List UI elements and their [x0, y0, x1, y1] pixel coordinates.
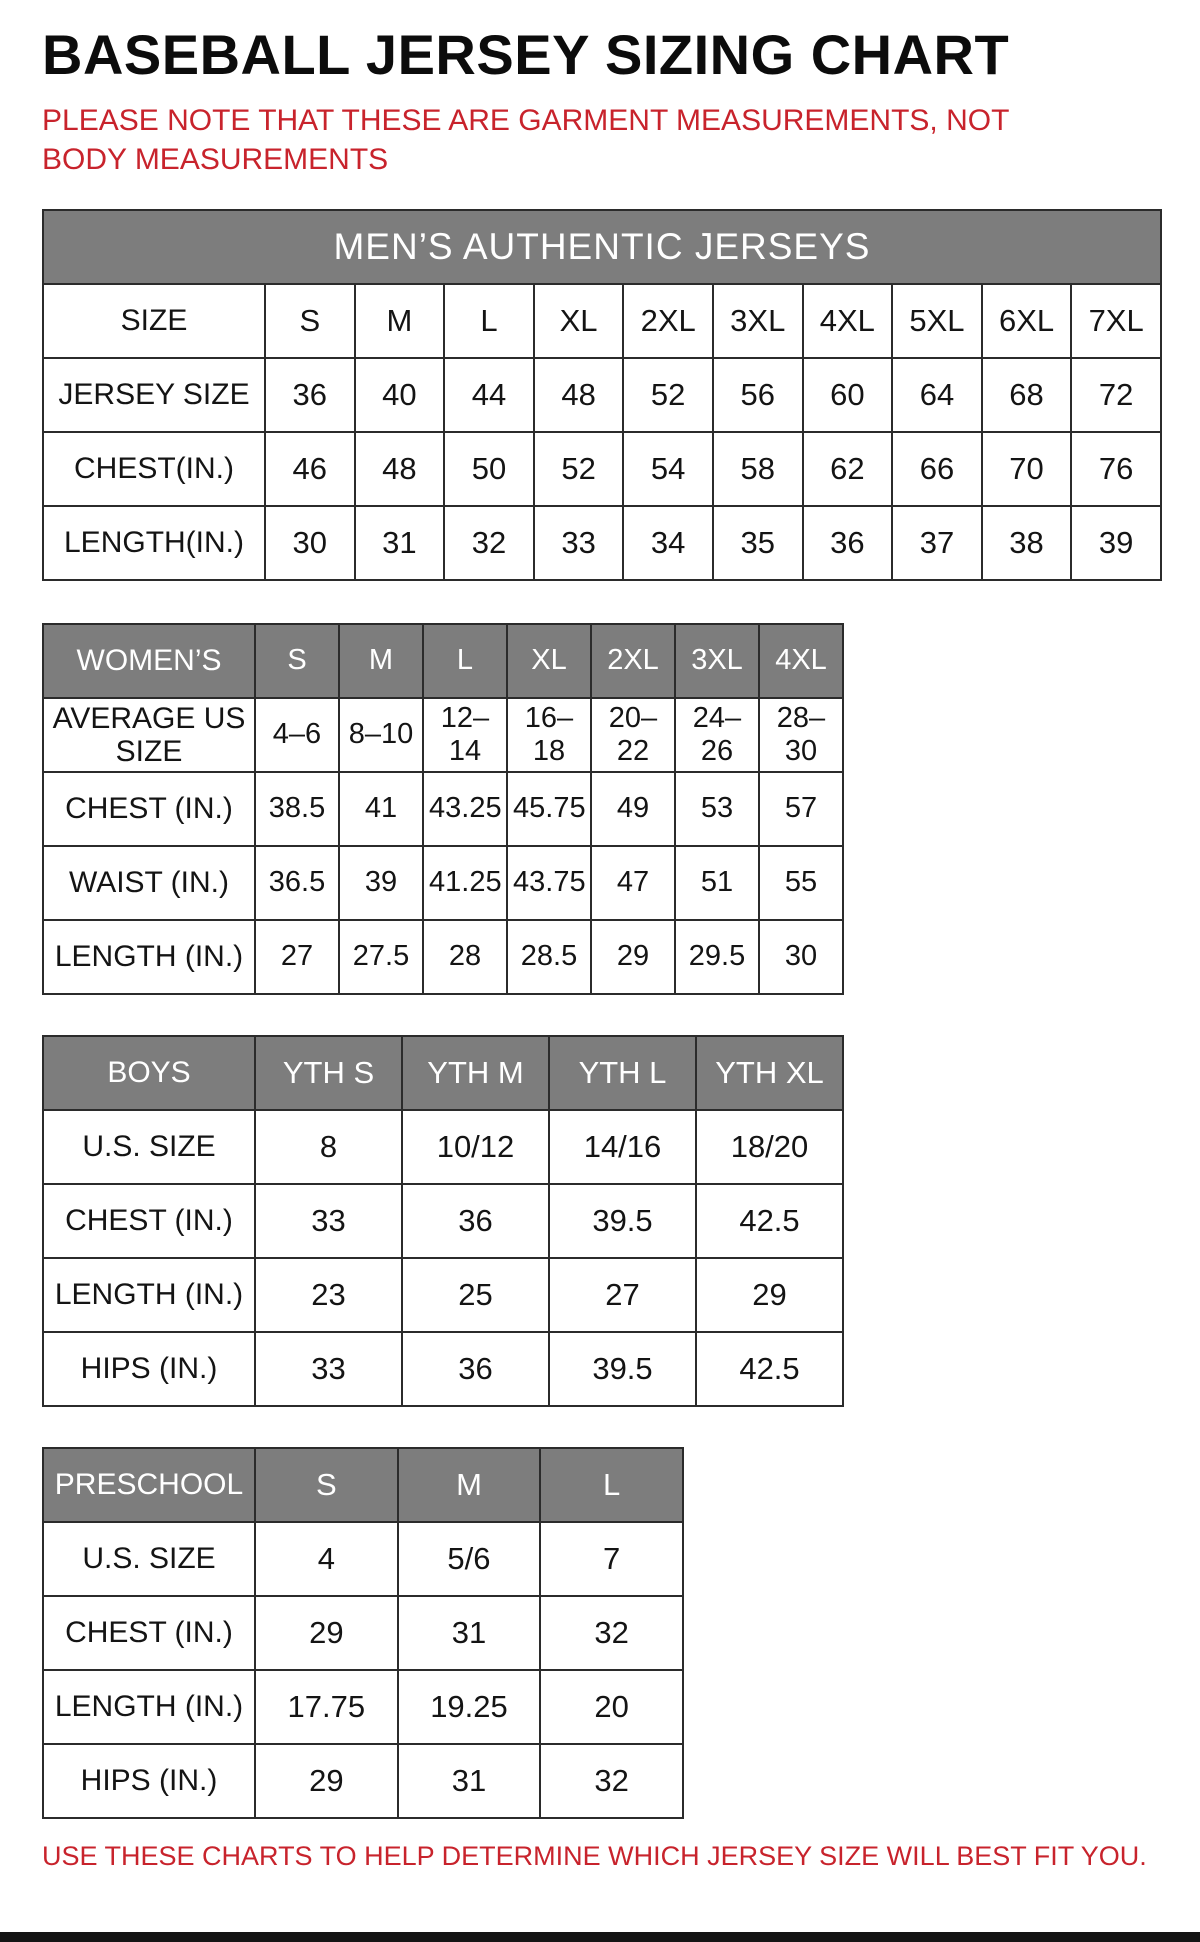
data-cell: 64: [892, 358, 982, 432]
row-label: U.S. SIZE: [43, 1110, 255, 1184]
row-label: CHEST(IN.): [43, 432, 265, 506]
womens-jerseys-table: [42, 623, 1160, 995]
data-cell: 42.5: [696, 1332, 843, 1406]
womens-size-header-cell: 4XL: [759, 624, 843, 698]
data-cell: 39.5: [549, 1184, 696, 1258]
row-label: LENGTH (IN.): [43, 1670, 255, 1744]
mens-size-header-cell: L: [444, 284, 534, 358]
data-cell: 70: [982, 432, 1072, 506]
row-label: LENGTH (IN.): [43, 920, 255, 994]
womens-data-row: [43, 772, 843, 846]
boys-size-header-cell: YTH XL: [696, 1036, 843, 1110]
data-cell: 57: [759, 772, 843, 846]
mens-size-header-cell: S: [265, 284, 355, 358]
data-cell: 28–30: [759, 698, 843, 772]
data-cell: 8–10: [339, 698, 423, 772]
data-cell: 20–22: [591, 698, 675, 772]
data-cell: 36: [803, 506, 893, 580]
row-label: CHEST (IN.): [43, 1184, 255, 1258]
row-label: LENGTH (IN.): [43, 1258, 255, 1332]
data-cell: 4: [255, 1522, 398, 1596]
data-cell: 42.5: [696, 1184, 843, 1258]
data-cell: 53: [675, 772, 759, 846]
womens-size-header-cell: XL: [507, 624, 591, 698]
data-cell: 49: [591, 772, 675, 846]
garment-measurement-note: PLEASE NOTE THAT THESE ARE GARMENT MEASUREMENTS, NOT BODY MEASUREMENTS: [42, 103, 1009, 176]
boys-header-label: BOYS: [43, 1036, 255, 1110]
mens-size-header-cell: M: [355, 284, 445, 358]
data-cell: 28.5: [507, 920, 591, 994]
womens-header-row: [43, 624, 843, 698]
row-label: HIPS (IN.): [43, 1332, 255, 1406]
data-cell: 27: [255, 920, 339, 994]
page-title: BASEBALL JERSEY SIZING CHART: [42, 23, 1010, 86]
data-cell: 7: [540, 1522, 683, 1596]
boys-size-grid: [42, 1035, 844, 1407]
data-cell: 51: [675, 846, 759, 920]
data-cell: 8: [255, 1110, 402, 1184]
data-cell: 33: [255, 1332, 402, 1406]
data-cell: 38: [982, 506, 1072, 580]
womens-data-row: [43, 698, 843, 772]
womens-header-label: WOMEN’S: [43, 624, 255, 698]
boys-size-header-cell: YTH M: [402, 1036, 549, 1110]
boys-data-row: [43, 1110, 843, 1184]
mens-authentic-jerseys-table: [42, 209, 1160, 581]
data-cell: 40: [355, 358, 445, 432]
data-cell: 41: [339, 772, 423, 846]
preschool-size-header-cell: M: [398, 1448, 541, 1522]
data-cell: 33: [255, 1184, 402, 1258]
data-cell: 20: [540, 1670, 683, 1744]
data-cell: 39.5: [549, 1332, 696, 1406]
mens-data-row: [43, 358, 1161, 432]
data-cell: 37: [892, 506, 982, 580]
bottom-edge-bar: [0, 1932, 1200, 1942]
data-cell: 38.5: [255, 772, 339, 846]
data-cell: 32: [444, 506, 534, 580]
data-cell: 23: [255, 1258, 402, 1332]
data-cell: 18/20: [696, 1110, 843, 1184]
boys-jerseys-table: [42, 1035, 1160, 1407]
data-cell: 29.5: [675, 920, 759, 994]
womens-size-grid: [42, 623, 844, 995]
data-cell: 36.5: [255, 846, 339, 920]
data-cell: 56: [713, 358, 803, 432]
row-label: HIPS (IN.): [43, 1744, 255, 1818]
data-cell: 39: [339, 846, 423, 920]
data-cell: 4–6: [255, 698, 339, 772]
data-cell: 62: [803, 432, 893, 506]
mens-data-row: [43, 432, 1161, 506]
row-label: AVERAGE US SIZE: [43, 698, 255, 772]
data-cell: 45.75: [507, 772, 591, 846]
data-cell: 60: [803, 358, 893, 432]
data-cell: 32: [540, 1744, 683, 1818]
data-cell: 36: [265, 358, 355, 432]
data-cell: 19.25: [398, 1670, 541, 1744]
row-label: CHEST (IN.): [43, 772, 255, 846]
data-cell: 43.75: [507, 846, 591, 920]
data-cell: 54: [623, 432, 713, 506]
row-label: JERSEY SIZE: [43, 358, 265, 432]
mens-size-header-cell: XL: [534, 284, 624, 358]
data-cell: 29: [255, 1744, 398, 1818]
data-cell: 76: [1071, 432, 1161, 506]
boys-data-row: [43, 1258, 843, 1332]
data-cell: 28: [423, 920, 507, 994]
data-cell: 30: [759, 920, 843, 994]
data-cell: 66: [892, 432, 982, 506]
data-cell: 52: [534, 432, 624, 506]
boys-data-row: [43, 1184, 843, 1258]
boys-header-row: [43, 1036, 843, 1110]
data-cell: 30: [265, 506, 355, 580]
mens-size-grid: [42, 209, 1162, 581]
data-cell: 48: [534, 358, 624, 432]
womens-data-row: [43, 846, 843, 920]
row-label: WAIST (IN.): [43, 846, 255, 920]
preschool-data-row: [43, 1744, 683, 1818]
data-cell: 32: [540, 1596, 683, 1670]
data-cell: 68: [982, 358, 1072, 432]
mens-size-header-cell: 3XL: [713, 284, 803, 358]
mens-size-header-cell: 7XL: [1071, 284, 1161, 358]
row-label: U.S. SIZE: [43, 1522, 255, 1596]
data-cell: 12–14: [423, 698, 507, 772]
data-cell: 55: [759, 846, 843, 920]
preschool-header-label: PRESCHOOL: [43, 1448, 255, 1522]
data-cell: 36: [402, 1184, 549, 1258]
boys-data-row: [43, 1332, 843, 1406]
boys-size-header-cell: YTH S: [255, 1036, 402, 1110]
mens-size-header-cell: 5XL: [892, 284, 982, 358]
data-cell: 46: [265, 432, 355, 506]
data-cell: 25: [402, 1258, 549, 1332]
mens-size-header-cell: 4XL: [803, 284, 893, 358]
mens-title-row: [43, 210, 1161, 284]
mens-size-header-cell: 2XL: [623, 284, 713, 358]
womens-size-header-cell: 3XL: [675, 624, 759, 698]
data-cell: 31: [398, 1596, 541, 1670]
data-cell: 43.25: [423, 772, 507, 846]
mens-table-title: MEN’S AUTHENTIC JERSEYS: [43, 210, 1161, 284]
data-cell: 17.75: [255, 1670, 398, 1744]
mens-size-header-cell: 6XL: [982, 284, 1072, 358]
data-cell: 14/16: [549, 1110, 696, 1184]
data-cell: 10/12: [402, 1110, 549, 1184]
data-cell: 52: [623, 358, 713, 432]
preschool-jerseys-table: [42, 1447, 1160, 1819]
data-cell: 27: [549, 1258, 696, 1332]
mens-header-row: [43, 284, 1161, 358]
data-cell: 31: [398, 1744, 541, 1818]
preschool-header-row: [43, 1448, 683, 1522]
womens-size-header-cell: S: [255, 624, 339, 698]
preschool-data-row: [43, 1596, 683, 1670]
data-cell: 35: [713, 506, 803, 580]
footer-note: USE THESE CHARTS TO HELP DETERMINE WHICH JERSEY SIZE WILL BEST FIT YOU.: [42, 1840, 1147, 1871]
data-cell: 33: [534, 506, 624, 580]
mens-header-label: SIZE: [43, 284, 265, 358]
data-cell: 72: [1071, 358, 1161, 432]
preschool-data-row: [43, 1522, 683, 1596]
data-cell: 29: [255, 1596, 398, 1670]
data-cell: 41.25: [423, 846, 507, 920]
womens-size-header-cell: 2XL: [591, 624, 675, 698]
data-cell: 5/6: [398, 1522, 541, 1596]
mens-data-row: [43, 506, 1161, 580]
data-cell: 31: [355, 506, 445, 580]
data-cell: 44: [444, 358, 534, 432]
womens-size-header-cell: M: [339, 624, 423, 698]
data-cell: 29: [591, 920, 675, 994]
row-label: LENGTH(IN.): [43, 506, 265, 580]
data-cell: 48: [355, 432, 445, 506]
data-cell: 50: [444, 432, 534, 506]
preschool-data-row: [43, 1670, 683, 1744]
womens-data-row: [43, 920, 843, 994]
data-cell: 16–18: [507, 698, 591, 772]
data-cell: 27.5: [339, 920, 423, 994]
preschool-size-header-cell: L: [540, 1448, 683, 1522]
data-cell: 24–26: [675, 698, 759, 772]
data-cell: 47: [591, 846, 675, 920]
data-cell: 39: [1071, 506, 1161, 580]
data-cell: 36: [402, 1332, 549, 1406]
preschool-size-grid: [42, 1447, 684, 1819]
preschool-size-header-cell: S: [255, 1448, 398, 1522]
data-cell: 58: [713, 432, 803, 506]
row-label: CHEST (IN.): [43, 1596, 255, 1670]
data-cell: 29: [696, 1258, 843, 1332]
data-cell: 34: [623, 506, 713, 580]
womens-size-header-cell: L: [423, 624, 507, 698]
boys-size-header-cell: YTH L: [549, 1036, 696, 1110]
